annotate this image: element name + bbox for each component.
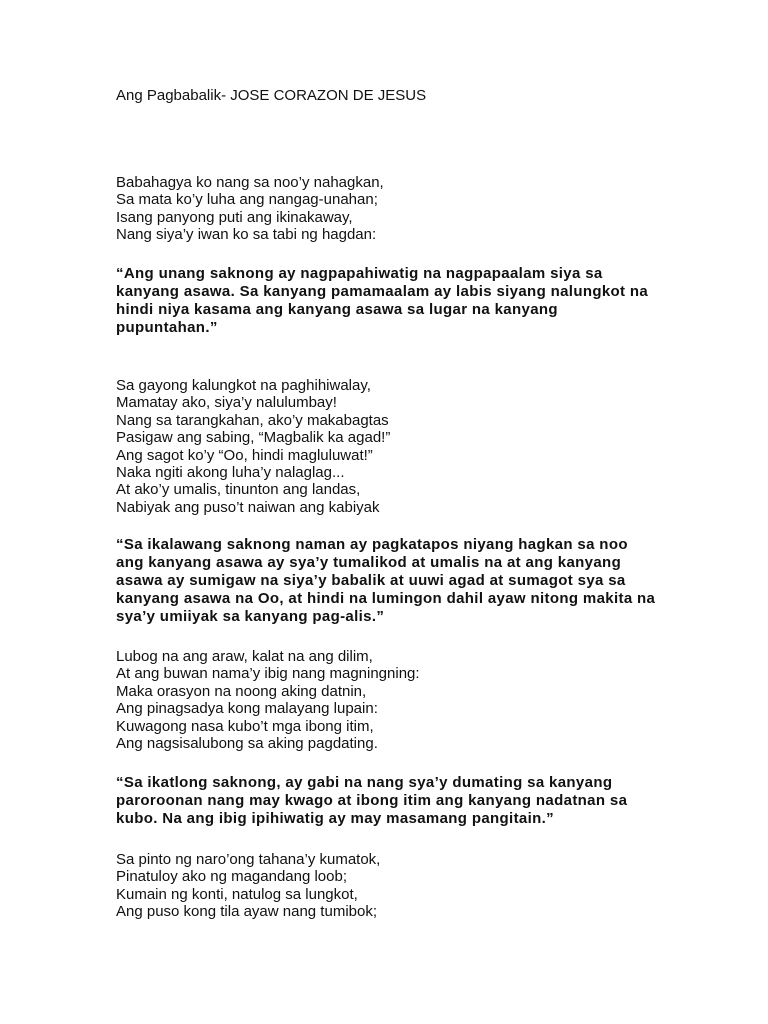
poem-line: Nang sa tarangkahan, ako’y makabagtas [116, 411, 389, 429]
poem-stanza-3 [116, 648, 420, 752]
poem-line: Isang panyong puti ang ikinakaway, [116, 208, 353, 226]
poem-line: Ang pinagsadya kong malayang lupain: [116, 700, 378, 718]
poem-line: Maka orasyon na noong aking datnin, [116, 682, 367, 700]
poem-line: Sa mata ko’y luha ang nangag-unahan; [116, 191, 378, 209]
poem-line: At ako’y umalis, tinunton ang landas, [116, 481, 361, 499]
poem-line: Lubog na ang araw, kalat na ang dilim, [116, 648, 373, 665]
poem-line: Mamatay ako, siya’y nalulumbay! [116, 394, 337, 412]
commentary-1: “Ang unang saknong ay nagpapahiwatig na nagpapaalam siya sa kanyang asawa. Sa kanyang pamamaalam ay labis siyang nalungkot na hindi niya kasama ang kanyang asawa sa lugar na kanyang pupuntahan.” [116, 265, 649, 336]
poem-line: Kumain ng konti, natulog sa lungkot, [116, 885, 358, 903]
poem-line: Sa pinto ng naro’ong tahana’y kumatok, [116, 851, 381, 868]
poem-line: Ang puso kong tila ayaw nang tumibok; [116, 903, 377, 921]
poem-line: Ang nagsisalubong sa aking pagdating. [116, 735, 378, 753]
poem-line: At ang buwan nama’y ibig nang magningning: [116, 665, 420, 683]
poem-stanza-4 [116, 851, 380, 921]
document-title: Ang Pagbabalik- JOSE CORAZON DE JESUS [116, 87, 427, 104]
commentary-2: “Sa ikalawang saknong naman ay pagkatapos niyang hagkan sa noo ang kanyang asawa ay sya’y tumalikod at umalis na at ang kanyang asawa ay sumigaw na siya’y babalik at uuwi agad at sumagot sya sa kanyang asawa na Oo, at hindi na lumingon dahil ayaw nitong makita na sya’y umiiyak sa kanyang pag-alis.” [116, 536, 656, 625]
poem-stanza-1 [116, 174, 384, 244]
poem-line: Sa gayong kalungkot na paghihiwalay, [116, 377, 371, 394]
poem-line: Kuwagong nasa kubo’t mga ibong itim, [116, 717, 374, 735]
poem-line: Pinatuloy ako ng magandang loob; [116, 868, 348, 886]
poem-line: Nang siya’y iwan ko sa tabi ng hagdan: [116, 226, 377, 244]
poem-line: Ang sagot ko’y “Oo, hindi magluluwat!” [116, 446, 373, 464]
poem-stanza-2 [116, 377, 390, 516]
poem-line: Nabiyak ang puso’t naiwan ang kabiyak [116, 498, 380, 516]
poem-line: Babahagya ko nang sa noo’y nahagkan, [116, 174, 384, 191]
commentary-3: “Sa ikatlong saknong, ay gabi na nang sya’y dumating sa kanyang paroroonan nang may kwago at ibong itim ang kanyang nadatnan sa kubo. Na ang ibig ipihiwatig ay may masamang pangitain.” [116, 774, 628, 827]
poem-line: Naka ngiti akong luha’y nalaglag... [116, 464, 345, 482]
poem-line: Pasigaw ang sabing, “Magbalik ka agad!” [116, 429, 391, 447]
